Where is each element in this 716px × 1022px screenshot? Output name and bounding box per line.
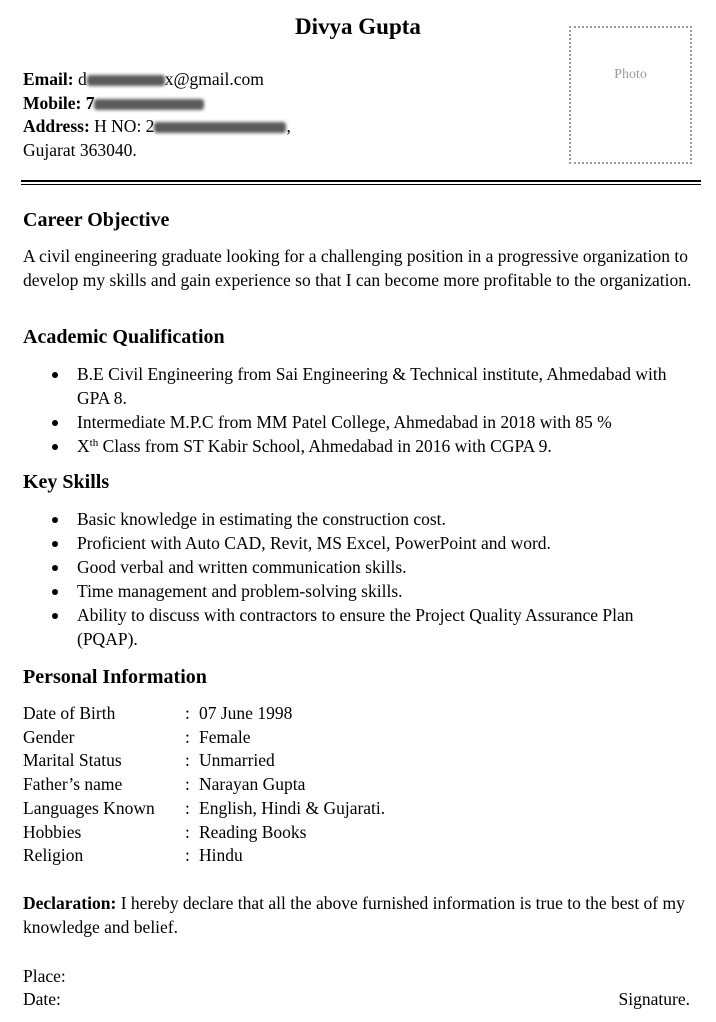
header-divider-thick: [21, 180, 701, 182]
skill-item: [0, 507, 700, 531]
mobile-label: Mobile:: [23, 92, 82, 113]
personal-info-row: [23, 797, 385, 821]
info-separator: :: [185, 845, 190, 866]
address-prefix: H NO: 2: [94, 116, 155, 136]
personal-info-row: [23, 844, 385, 868]
personal-info-table: [23, 702, 385, 868]
info-value: Unmarried: [199, 750, 275, 771]
academic-item: [0, 434, 700, 458]
mobile-prefix: 7: [85, 92, 95, 113]
info-value: English, Hindi & Gujarati.: [199, 797, 386, 818]
date-label: Date:: [23, 989, 61, 1009]
photo-placeholder: [569, 26, 692, 164]
personal-info-heading: Personal Information: [23, 666, 207, 688]
skill-item: [0, 531, 700, 555]
address-suffix: ,: [286, 116, 291, 136]
info-label: Hobbies: [23, 821, 82, 842]
bullet-icon: [52, 565, 58, 571]
mobile-line: [23, 92, 291, 116]
skill-text: Time management and problem-solving skills.: [77, 581, 403, 601]
academic-list: [0, 362, 700, 458]
skill-text: Ability to discuss with contractors to ensure the Project Quality Assurance Plan (PQAP).: [77, 605, 634, 649]
personal-info-row: [23, 702, 385, 726]
bullet-icon: [52, 420, 58, 426]
skill-item: [0, 555, 700, 579]
address-redaction: [154, 122, 286, 133]
bullet-icon: [52, 372, 58, 378]
academic-item: [0, 410, 700, 434]
mobile-redaction: [94, 99, 204, 110]
info-label: Languages Known: [23, 797, 155, 818]
address-line: [23, 115, 291, 139]
info-label: Father’s name: [23, 774, 123, 795]
info-value: Female: [199, 726, 251, 747]
skill-text: Basic knowledge in estimating the construction cost.: [77, 509, 446, 529]
bullet-icon: [52, 613, 58, 619]
email-line: [23, 68, 291, 92]
academic-item-superscript: th: [89, 437, 99, 449]
academic-heading: Academic Qualification: [23, 326, 225, 348]
academic-item-text: B.E Civil Engineering from Sai Engineering & Technical institute, Ahmedabad with GPA 8.: [77, 364, 667, 408]
info-value: Reading Books: [199, 821, 307, 842]
info-label: Religion: [23, 845, 84, 866]
skills-list: [0, 507, 700, 651]
career-objective-heading: Career Objective: [23, 209, 170, 231]
declaration-label: Declaration:: [23, 893, 117, 913]
bullet-icon: [52, 517, 58, 523]
info-separator: :: [185, 750, 190, 771]
header-divider-thin: [21, 184, 701, 185]
personal-info-row: [23, 749, 385, 773]
academic-item-text: Class from ST Kabir School, Ahmedabad in 2016 with CGPA 9.: [98, 436, 552, 456]
bullet-icon: [52, 541, 58, 547]
address-line-2: Gujarat 363040.: [23, 139, 137, 160]
info-label: Marital Status: [23, 750, 122, 771]
contact-block: [23, 68, 291, 162]
skill-text: Proficient with Auto CAD, Revit, MS Excel, PowerPoint and word.: [77, 533, 551, 553]
info-value: 07 June 1998: [199, 703, 293, 723]
skill-item: [0, 603, 700, 651]
email-redaction: [87, 75, 165, 86]
info-separator: :: [185, 774, 190, 795]
candidate-name: Divya Gupta: [295, 14, 421, 39]
info-separator: :: [185, 703, 190, 723]
declaration-text: I hereby declare that all the above furnished information is true to the best of my knowledge and belief.: [23, 893, 685, 937]
photo-label: Photo: [614, 67, 647, 82]
career-objective-text: A civil engineering graduate looking for a challenging position in a progressive organization to develop my skills and gain experience so that I can become more profitable to the organization.: [23, 246, 692, 290]
academic-item-base: X: [77, 436, 90, 456]
academic-item: [0, 362, 700, 410]
key-skills-heading: Key Skills: [23, 471, 110, 493]
bullet-icon: [52, 444, 58, 450]
email-prefix: d: [77, 69, 87, 89]
declaration: [23, 891, 695, 939]
info-value: Narayan Gupta: [199, 774, 306, 795]
skill-item: [0, 579, 700, 603]
place-label: Place:: [23, 966, 66, 986]
address-label: Address:: [23, 116, 90, 136]
info-separator: :: [185, 726, 190, 747]
info-label: Gender: [23, 726, 75, 747]
signature-label: Signature.: [618, 989, 690, 1009]
personal-info-row: [23, 726, 385, 750]
email-suffix: x@gmail.com: [164, 69, 264, 89]
email-label: Email:: [23, 69, 74, 89]
info-value: Hindu: [199, 845, 243, 866]
academic-item-text: Intermediate M.P.C from MM Patel College, Ahmedabad in 2018 with 85 %: [77, 412, 612, 432]
skill-text: Good verbal and written communication skills.: [77, 557, 407, 577]
bullet-icon: [52, 589, 58, 595]
info-separator: :: [185, 821, 190, 842]
info-separator: :: [185, 797, 190, 818]
personal-info-row: [23, 773, 385, 797]
personal-info-row: [23, 821, 385, 845]
info-label: Date of Birth: [23, 703, 116, 723]
